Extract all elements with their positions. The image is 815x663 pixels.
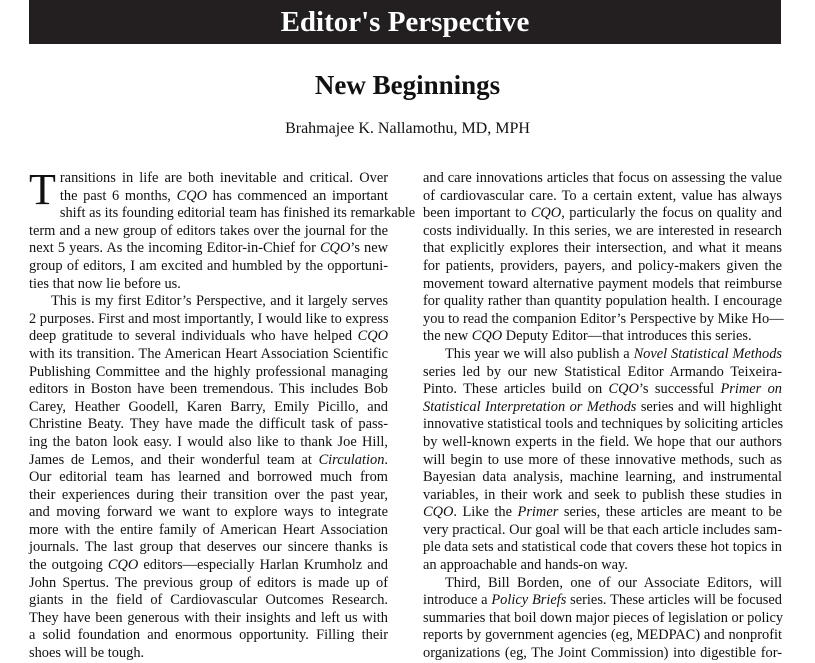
text-line: and care innovations articles that focus on assessing the value <box>423 170 782 186</box>
text-line: Third, Bill Borden, one of our Associate Editors, will <box>445 574 782 591</box>
text-line: This is my first Editor’s Perspective, and it largely serves <box>51 293 388 310</box>
text-line: ties that now lie before us. <box>29 275 181 292</box>
text-line: 2 purposes. First and most importantly, I would like to express <box>29 310 389 327</box>
section-banner: Editor's Perspective <box>29 0 781 44</box>
text-line: costs individually. In this series, we are interested in research <box>423 222 782 239</box>
text-line: and moving forward we want to explore ways to integrate <box>29 504 388 521</box>
text-line: shift as its founding editorial team has finished its remarkable <box>59 205 416 222</box>
text-line: Statistical Interpretation or Methods series and will highlight <box>423 398 782 415</box>
text-line: for patients, providers, payers, and policy-makers given the <box>423 257 782 274</box>
text-line: editors in Boston have been tremendous. This includes Bob <box>29 381 388 398</box>
text-line: ransitions in life are both inevitable and critical. Over <box>59 170 388 186</box>
article-title: New Beginnings <box>314 70 501 100</box>
text-line: an approachable and hands-on way. <box>423 557 628 574</box>
text-line: innovative statistical tools and techniques by soliciting articles <box>423 416 784 433</box>
text-line: This year we will also publish a Novel Statistical Methods <box>445 345 782 362</box>
text-line: for quality rather than quantity population health. I encourage <box>423 293 782 310</box>
text-line: been important to CQO, particularly the focus on quality and <box>423 205 782 222</box>
text-line: introduce a Policy Briefs series. These articles will be focused <box>423 592 782 609</box>
left-column <box>29 165 416 663</box>
drop-cap: T <box>29 165 56 214</box>
text-line: organizations (eg, The Joint Commission) into digestible for- <box>423 645 782 662</box>
text-line: Bayesian data analysis, machine learning, and instrumental <box>423 469 782 486</box>
article-author: Brahmajee K. Nallamothu, MD, MPH <box>285 120 530 137</box>
text-line: the outgoing CQO editors—especially Harlan Krumholz and <box>29 557 389 574</box>
text-line: very practical. Our goal will be that each article includes sam- <box>423 521 782 538</box>
text-line: the past 6 months, CQO has commenced an important <box>59 187 388 204</box>
right-column <box>423 170 782 663</box>
text-line: of cardiovascular care. To a certain extent, value has always <box>423 187 782 204</box>
text-line: next 5 years. As the incoming Editor-in-Chief for CQO’s new <box>29 240 389 257</box>
text-line: ing the baton look easy. I would also like to thank Joe Hill, <box>29 433 388 450</box>
text-line: summaries that boil down major pieces of legislation or policy <box>423 609 784 626</box>
text-line: shoes will be tough. <box>29 645 145 662</box>
text-line: ple data sets and statistical code that covers these hot topics in <box>423 539 782 556</box>
text-line: variables, in their work and seek to publish these studies in <box>423 486 782 503</box>
text-line: Our editorial team has learned and borrowed much from <box>29 469 388 486</box>
text-line: James de Lemos, and their wonderful team at Circulation. <box>29 451 388 468</box>
text-line: John Spertus. The previous group of editors is made up of <box>29 574 388 591</box>
text-line: term and a new group of editors takes over the journal for the <box>29 222 388 239</box>
text-line: that explicitly explores their intersection, and what it means <box>423 240 782 257</box>
text-line: movement toward alternative payment models that reimburse <box>423 275 782 292</box>
text-line: group of editors, I am excited and humbled by the opportuni- <box>29 257 388 274</box>
text-line: Publishing Committee and the highly professional managing <box>29 363 388 380</box>
text-line: Carey, Heather Goodell, Karen Barry, Emily Picillo, and <box>29 398 388 415</box>
text-line: will begin to use more of these innovative methods, such as <box>423 451 782 468</box>
text-line: with its transition. The American Heart Association Scientific <box>29 345 388 362</box>
text-line: They have been generous with their insights and left us with <box>29 609 388 626</box>
text-line: series led by our new Statistical Editor Armando Teixeira- <box>423 363 782 380</box>
text-line: reports by government agencies (eg, MEDPAC) and nonprofit <box>423 627 782 644</box>
text-line: Christine Beaty. They have made the difficult task of pass- <box>29 416 388 433</box>
text-line: journals. The last group that deserves our sincere thanks is <box>29 539 388 556</box>
text-line: their experiences during their transition over the past year, <box>29 486 388 503</box>
text-line: the new CQO Deputy Editor—that introduces this series. <box>423 328 752 345</box>
text-line: you to read the companion Editor’s Perspective by Mike Ho— <box>423 310 784 327</box>
text-line: deep gratitude to several individuals who have helped CQO <box>29 328 388 345</box>
text-line: a solid foundation and enormous opportunity. Filling their <box>29 627 388 644</box>
text-line: more with the entire family of American Heart Association <box>29 521 388 538</box>
text-line: giants in the field of Cardiovascular Outcomes Research. <box>29 592 388 609</box>
text-line: by well-known experts in the field. We hope that our authors <box>423 433 782 450</box>
text-line: CQO. Like the Primer series, these articles are meant to be <box>423 504 782 521</box>
text-line: Pinto. These articles build on CQO’s successful Primer on <box>423 381 782 398</box>
